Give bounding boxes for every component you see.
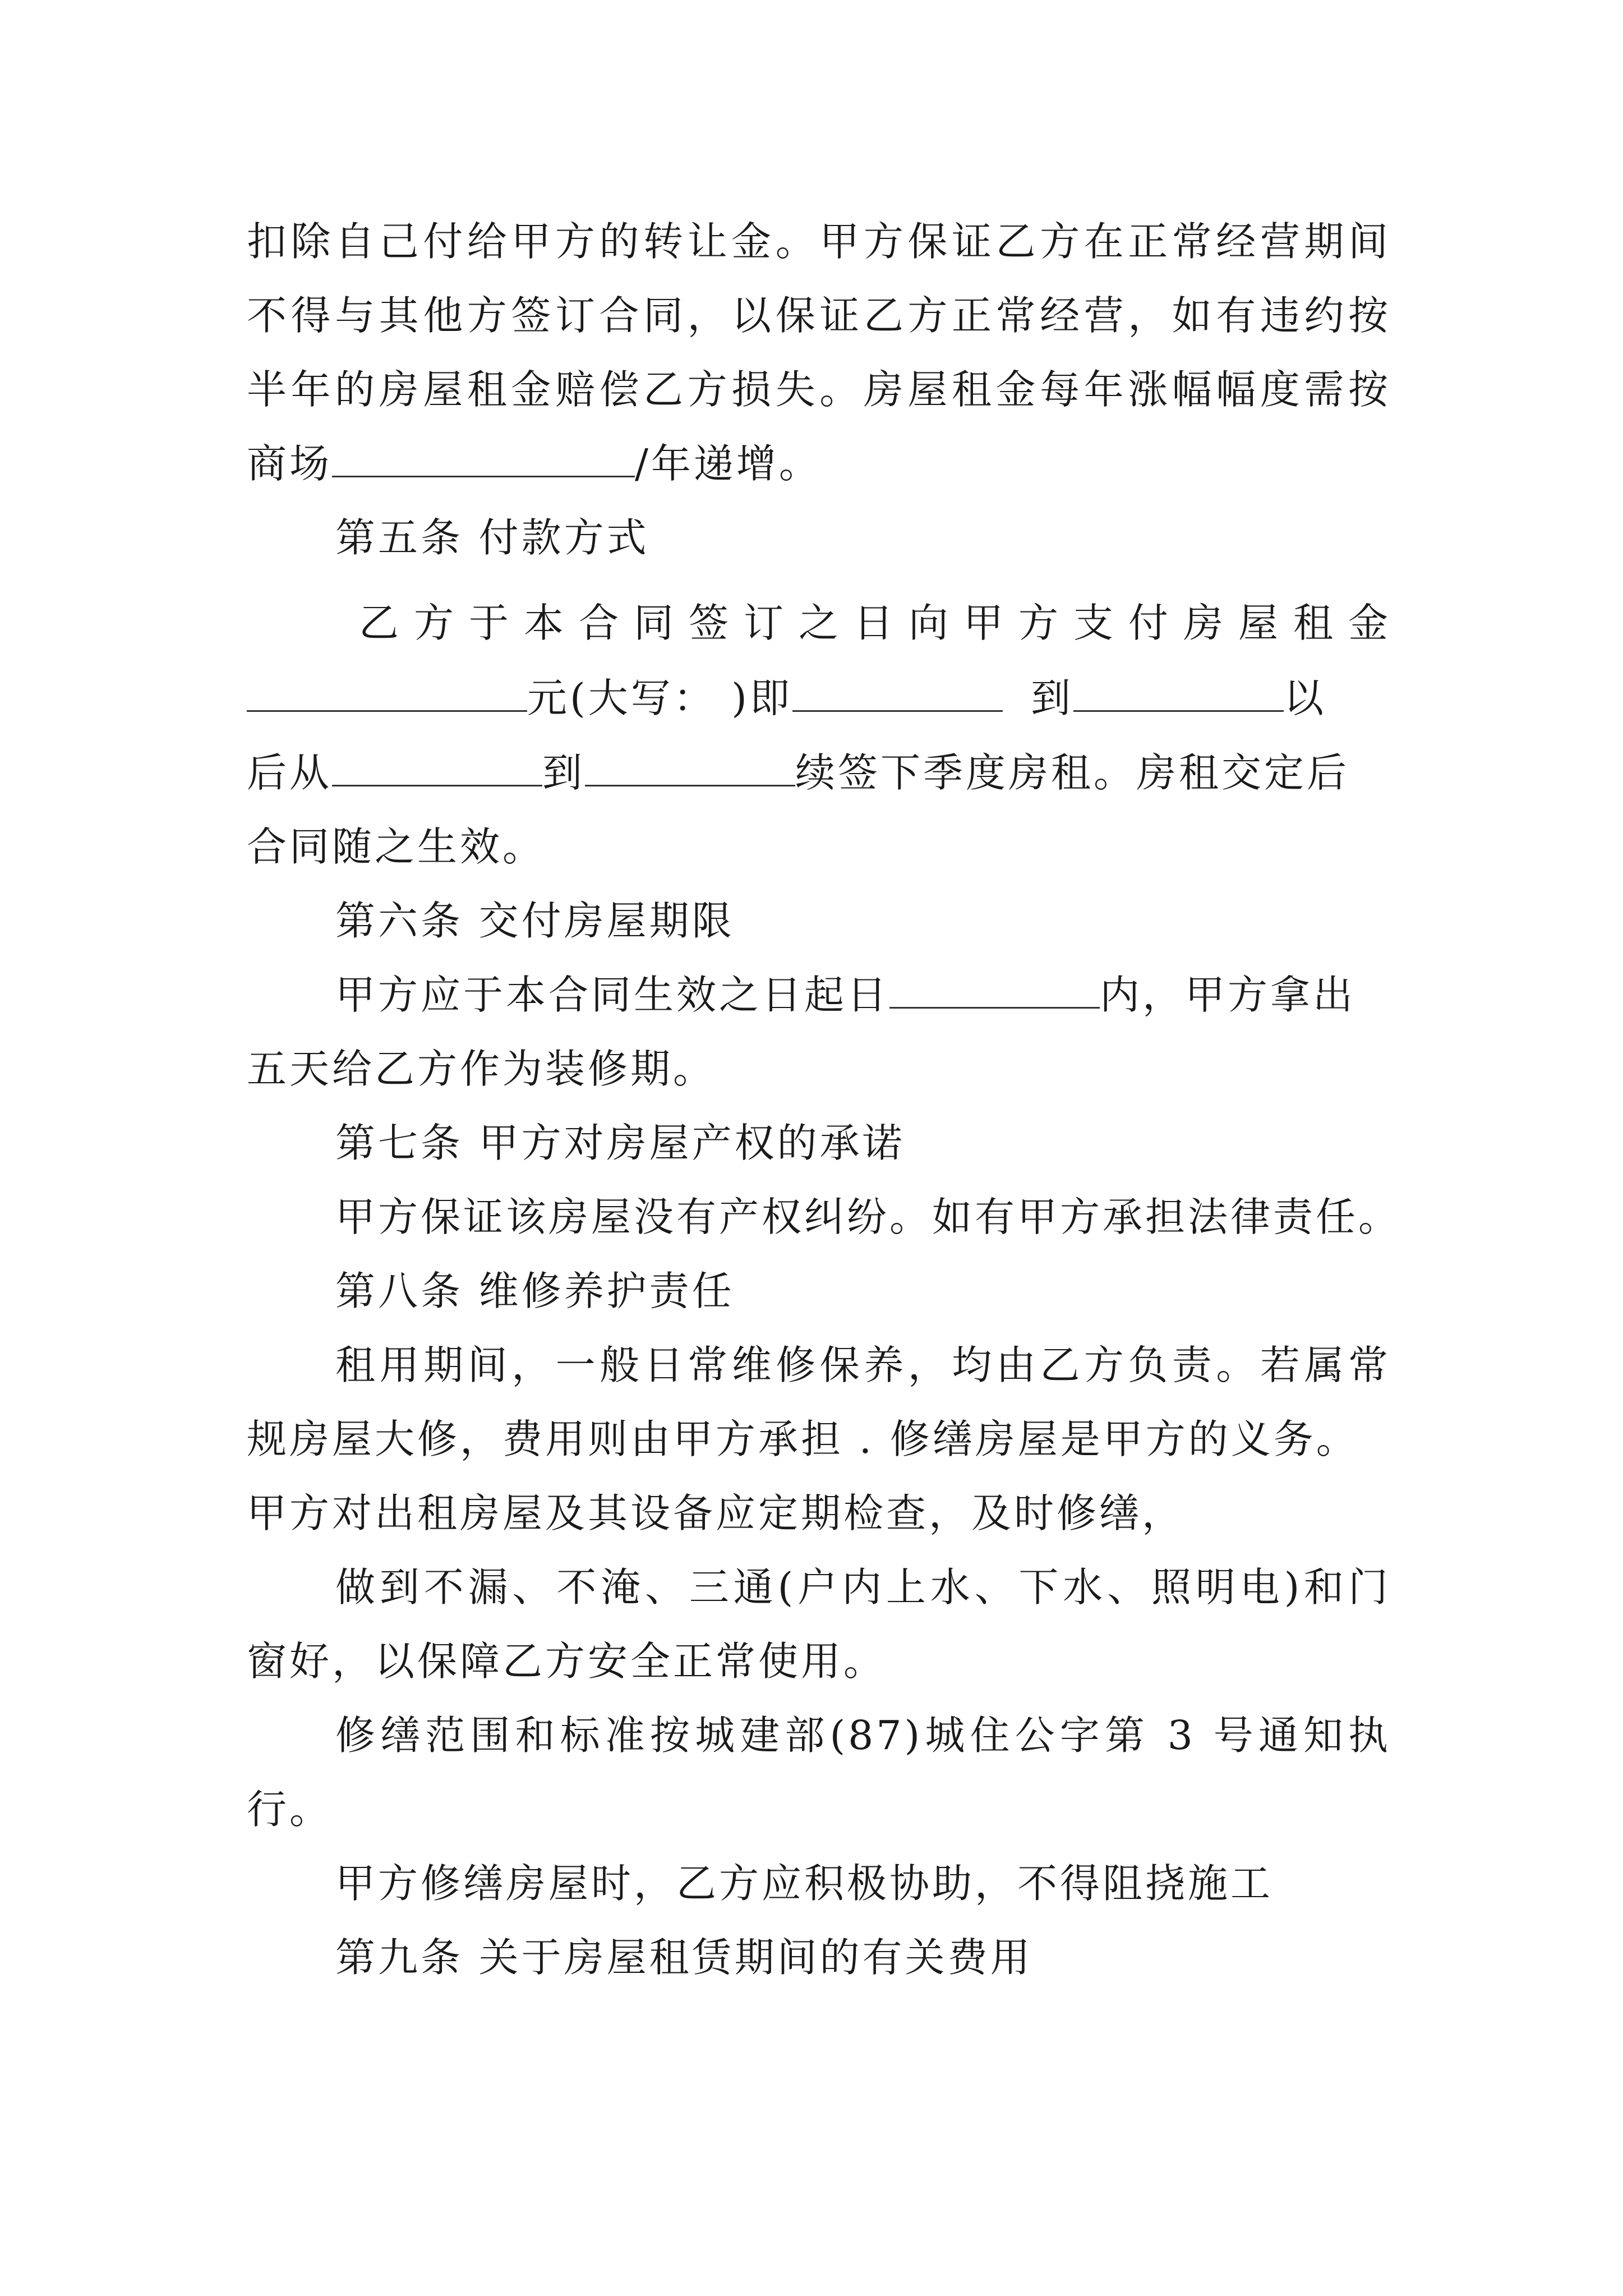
line-text: 后从 [247, 749, 333, 796]
fill-in-blank [889, 968, 1100, 1009]
fill-in-blank [1073, 671, 1284, 712]
paragraph-line: 合同随之生效。 [247, 823, 546, 870]
line-text: 到 [542, 749, 585, 796]
paragraph-line: 窗好，以保障乙方安全正常使用。 [247, 1638, 887, 1685]
line-text: 内，甲方拿出 [1100, 972, 1356, 1018]
paragraph-line: 不得与其他方签订合同，以保证乙方正常经营，如有违约按 [247, 292, 1391, 339]
article-heading: 第七条 甲方对房屋产权的承诺 [335, 1120, 905, 1166]
article-heading: 第六条 交付房屋期限 [335, 898, 735, 944]
paragraph-line [247, 667, 1391, 730]
article-heading: 第九条 关于房屋租赁期间的有关费用 [335, 1934, 1033, 1981]
paragraph-line [247, 742, 1391, 804]
line-text: /年递增。 [635, 440, 822, 487]
fill-in-blank [332, 436, 635, 477]
line-text: 以 [1284, 675, 1327, 721]
line-text: 到 [1030, 675, 1073, 721]
paragraph-line: 半年的房屋租金赔偿乙方损失。房屋租金每年涨幅幅度需按 [247, 366, 1391, 413]
paragraph-line: 租用期间，一般日常维修保养，均由乙方负责。若属常 [335, 1342, 1391, 1388]
line-text: 续签下季度房租。房租交定后 [795, 749, 1350, 796]
line-text: 元(大写： )即 [527, 675, 792, 721]
fill-in-blank [332, 746, 542, 786]
paragraph-line [335, 964, 1391, 1027]
fill-in-blank [585, 746, 795, 786]
paragraph-line: 修缮范围和标准按城建部(87)城住公字第 3 号通知执 [335, 1712, 1391, 1759]
fill-in-blank [247, 671, 527, 712]
article-heading: 第五条 付款方式 [335, 514, 649, 561]
paragraph-line: 行。 [247, 1786, 333, 1833]
article-heading: 第八条 维修养护责任 [335, 1268, 735, 1314]
paragraph-line: 五天给乙方作为装修期。 [247, 1046, 716, 1092]
fill-in-blank [792, 671, 1003, 712]
paragraph-line: 扣除自己付给甲方的转让金。甲方保证乙方在正常经营期间 [247, 218, 1391, 265]
paragraph-line: 甲方保证该房屋没有产权纠纷。如有甲方承担法律责任。 [335, 1194, 1401, 1240]
paragraph-line [247, 432, 1391, 495]
line-text: 商场 [247, 440, 333, 487]
paragraph-line: 甲方对出租房屋及其设备应定期检查，及时修缮， [247, 1490, 1185, 1536]
line-text: 甲方应于本合同生效之日起日 [335, 972, 890, 1018]
paragraph-line: 甲方修缮房屋时，乙方应积极协助，不得阻挠施工 [335, 1860, 1274, 1907]
paragraph-line: 规房屋大修，费用则由甲方承担 . 修缮房屋是甲方的义务。 [247, 1416, 1359, 1462]
paragraph-line: 乙方于本合同签订之日向甲方支付房屋租金 [359, 600, 1391, 646]
paragraph-line: 做到不漏、不淹、三通(户内上水、下水、照明电)和门 [335, 1564, 1391, 1611]
